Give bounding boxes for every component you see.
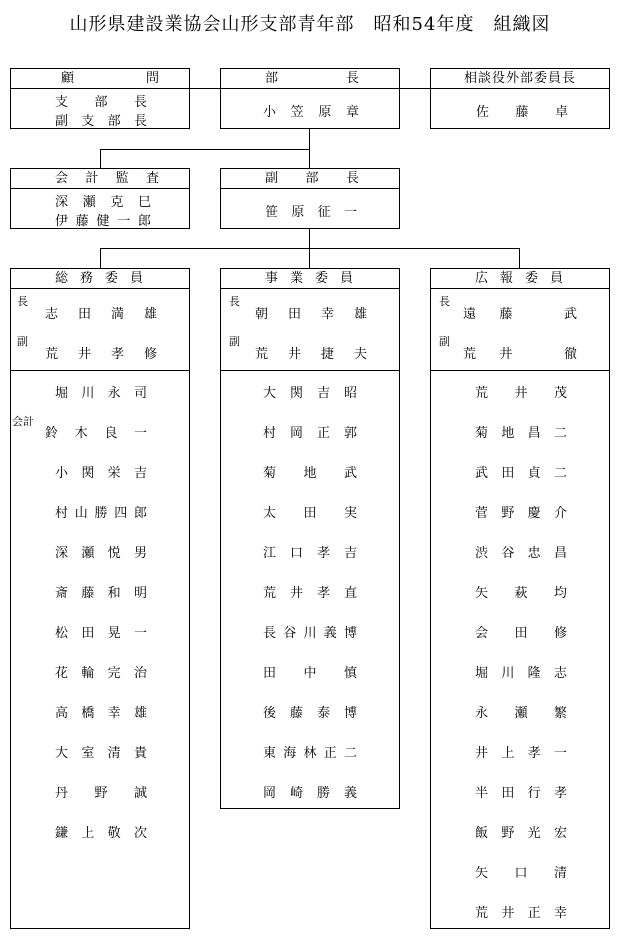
buchou-name: 小 笠 原 章 — [263, 105, 359, 120]
fukubuchou-name: 笹 原 征 一 — [265, 205, 357, 220]
kouhou-member: 飯 野 光 宏 — [475, 826, 567, 841]
soumu-member: 鎌 上 敬 次 — [55, 826, 147, 841]
komon-box — [10, 68, 190, 129]
jigyou-member: 江 口 孝 吉 — [263, 546, 357, 561]
kaikei-box — [10, 168, 190, 229]
connector-v-kouhou — [519, 248, 520, 270]
jigyou-member: 岡 崎 勝 義 — [263, 786, 357, 801]
jigyou-member: 田 中 慎 — [263, 666, 357, 681]
jigyou-fuku-label: 副 — [229, 335, 240, 348]
kouhou-header: 広 報 委 員 — [431, 269, 609, 289]
kouhou-member: 菊 地 昌 二 — [475, 426, 567, 441]
soumu-member: 堀 川 永 司 — [55, 386, 147, 401]
soumu-member: 花 輪 完 治 — [55, 666, 147, 681]
soumu-fuku-label: 副 — [17, 335, 28, 348]
connector-h-mid1 — [100, 149, 310, 150]
kouhou-member: 渋 谷 忠 昌 — [475, 546, 567, 561]
kouhou-member: 永 瀬 繁 — [475, 706, 567, 721]
jigyou-chou-name: 朝 田 幸 雄 — [255, 307, 367, 322]
soumu-member: 丹 野 誠 — [55, 786, 147, 801]
soumu-member: 村 山 勝 四 郎 — [55, 506, 147, 521]
soumu-member: 大 室 清 貴 — [55, 746, 147, 761]
buchou-header: 部 長 — [221, 69, 399, 89]
kouhou-member: 会 田 修 — [475, 626, 567, 641]
connector-v-soumu — [100, 248, 101, 270]
kouhou-member: 荒 井 正 幸 — [475, 906, 567, 921]
connector-v-mid2 — [309, 228, 310, 270]
jigyou-member: 荒 井 孝 直 — [263, 586, 357, 601]
soumu-member: 斎 藤 和 明 — [55, 586, 147, 601]
kouhou-chou-name: 遠 藤 武 — [463, 307, 577, 322]
jigyou-header: 事 業 委 員 — [221, 269, 399, 289]
jigyou-member: 太 田 実 — [263, 506, 357, 521]
page-title: 山形県建設業協会山形支部青年部 昭和54年度 組織図 — [69, 14, 551, 35]
soumu-fuku-name: 荒 井 孝 修 — [45, 347, 157, 362]
kouhou-member: 荒 井 茂 — [475, 386, 567, 401]
jigyou-member: 東 海 林 正 二 — [263, 746, 357, 761]
jigyou-chou-label: 長 — [229, 295, 240, 308]
buchou-box — [220, 68, 400, 129]
kouhou-member: 矢 口 清 — [475, 866, 567, 881]
soumu-separator — [11, 370, 189, 371]
soumu-header: 総 務 委 員 — [11, 269, 189, 289]
jigyou-separator — [221, 370, 399, 371]
kaikei-header: 会 計 監 査 — [11, 169, 189, 189]
soumu-member: 小 関 栄 吉 — [55, 466, 147, 481]
jigyou-member: 菊 地 武 — [263, 466, 357, 481]
kouhou-separator — [431, 370, 609, 371]
kouhou-member: 矢 萩 均 — [475, 586, 567, 601]
connector-v-kaikei — [100, 149, 101, 170]
kouhou-member: 半 田 行 孝 — [475, 786, 567, 801]
soumu-box — [10, 268, 190, 929]
jigyou-box — [220, 268, 400, 809]
jigyou-fuku-name: 荒 井 捷 夫 — [255, 347, 367, 362]
soumu-member: 鈴 木 良 一 — [45, 426, 147, 441]
soumu-member: 深 瀬 悦 男 — [55, 546, 147, 561]
soudan-box — [430, 68, 610, 129]
soumu-member: 高 橋 幸 雄 — [55, 706, 147, 721]
kouhou-member: 井 上 孝 一 — [475, 746, 567, 761]
kouhou-chou-label: 長 — [439, 295, 450, 308]
fukubuchou-header: 副 部 長 — [221, 169, 399, 189]
fukubuchou-box — [220, 168, 400, 229]
kouhou-fuku-name: 荒 井 徹 — [463, 347, 577, 362]
kouhou-member: 菅 野 慶 介 — [475, 506, 567, 521]
komon-row-1: 支 部 長 — [55, 95, 147, 110]
komon-row-2: 副 支 部 長 — [55, 114, 147, 129]
soumu-kaikei-label: 会計 — [12, 415, 34, 428]
kouhou-box — [430, 268, 610, 929]
soudan-name: 佐 藤 卓 — [476, 105, 568, 120]
soumu-chou-name: 志 田 満 雄 — [45, 307, 157, 322]
soumu-chou-label: 長 — [17, 295, 28, 308]
jigyou-member: 大 関 吉 昭 — [263, 386, 357, 401]
jigyou-member: 後 藤 泰 博 — [263, 706, 357, 721]
kouhou-member: 堀 川 隆 志 — [475, 666, 567, 681]
kaikei-row-2: 伊 藤 健 一 郎 — [55, 214, 151, 229]
soumu-member: 松 田 晃 一 — [55, 626, 147, 641]
komon-header: 顧 問 — [11, 69, 189, 89]
jigyou-member: 村 岡 正 郭 — [263, 426, 357, 441]
kaikei-row-1: 深 瀬 克 巳 — [55, 195, 151, 210]
kouhou-member: 武 田 貞 二 — [475, 466, 567, 481]
soudan-header: 相談役外部委員長 — [431, 69, 609, 89]
connector-h-mid2 — [100, 248, 520, 249]
kouhou-fuku-label: 副 — [439, 335, 450, 348]
jigyou-member: 長 谷 川 義 博 — [263, 626, 357, 641]
